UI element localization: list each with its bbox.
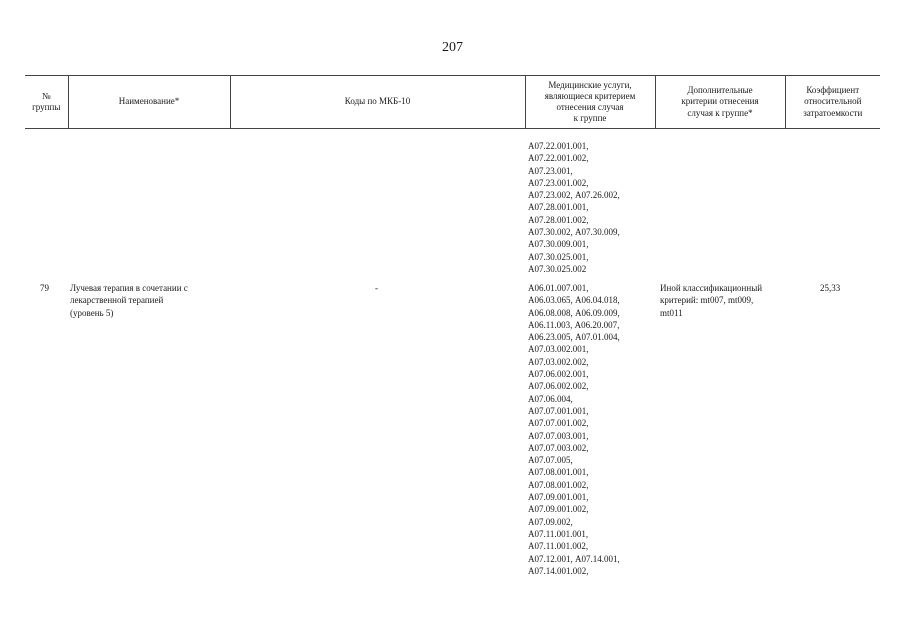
header-cost-coefficient: Коэффициент относительной затратоемкости: [785, 76, 880, 129]
table-row: [25, 282, 880, 582]
medical-services-codes: А06.01.007.001, А06.03.065, А06.04.018, А06.08.008, А06.09.009, А06.11.003, А06.20.007, А06.23.005, А07.01.004, А07.03.002.001, А07.03.002.002, А07.06.002.001, А07.06.002.002, А07.06.004, А07.07.001.001, А07.07.001.002, А07.07.003.001, А07.07.003.002, А07.07.005, А07.08.001.001, А07.08.001.002, А07.09.001.001, А07.09.001.002, А07.09.002, А07.11.001.001, А07.11.001.002, А07.12.001, А07.14.001, А07.14.001.002,: [528, 283, 620, 576]
cost-coefficient: 25,33: [820, 283, 841, 293]
mkb-codes: -: [375, 283, 378, 293]
header-medical-services: Медицинские услуги, являющиеся критерием отнесения случая к группе: [525, 76, 655, 129]
additional-criteria: Иной классификационный критерий: mt007, mt009, mt011: [660, 283, 763, 318]
page-number: 207: [442, 40, 463, 55]
table-header: [25, 75, 880, 129]
header-group-number: № группы: [25, 76, 68, 129]
header-additional-criteria: Дополнительные критерии отнесения случая к группе*: [655, 76, 785, 129]
header-mkb-codes: Коды по МКБ-10: [230, 76, 525, 129]
group-name: Лучевая терапия в сочетании с лекарственной терапией (уровень 5): [70, 283, 188, 318]
group-number: 79: [40, 283, 49, 293]
continuation-service-codes: А07.22.001.001, А07.22.001.002, А07.23.001, А07.23.001.002, А07.23.002, А07.26.002, А07.28.001.001, А07.28.001.002, А07.30.002, А07.30.009, А07.30.009.001, А07.30.025.001, А07.30.025.002: [528, 141, 620, 274]
header-name: Наименование*: [68, 76, 230, 129]
